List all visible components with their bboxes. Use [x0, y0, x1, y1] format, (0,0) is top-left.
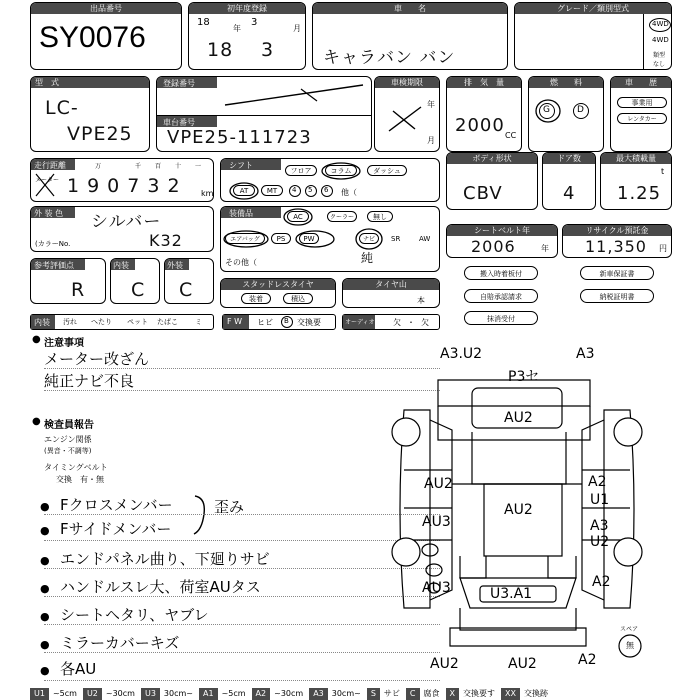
- exterior-color-box: [30, 206, 214, 252]
- inspect-rule-2: [44, 540, 440, 541]
- equip-none-option: 無し: [367, 211, 393, 222]
- interior-grade-label: 内装: [113, 261, 129, 270]
- legend-val-u3: 30cm~: [163, 689, 193, 698]
- inspector-line-3: エンドパネル曲り、下廻りサビ: [60, 550, 270, 568]
- tire-tread-label: タイヤ山: [343, 279, 439, 290]
- max-load-unit: t: [661, 167, 665, 176]
- registration-number-label: 登録番号: [163, 79, 195, 88]
- inspection-expiry-label: 車検期限: [375, 77, 439, 88]
- registration-number-box: [156, 76, 372, 152]
- interior-condition-box: [30, 314, 214, 330]
- audio-box: [342, 314, 440, 330]
- equip-other-label: その他（: [225, 258, 257, 267]
- audio-value-sep: ・: [407, 318, 415, 327]
- damage-center-top: AU2: [504, 410, 533, 426]
- legend-val-x: 交換要す: [462, 689, 495, 698]
- gear-5-label: 5: [308, 186, 313, 194]
- windshield-crack: ヒビ: [257, 318, 273, 327]
- max-load-value: 1.25: [617, 183, 662, 204]
- grade-box: [514, 2, 672, 70]
- model-value-line2: VPE25: [67, 123, 133, 145]
- mileage-meter-cross: [33, 171, 60, 199]
- studless-installed-option: 装着: [241, 293, 271, 304]
- equip-airbag-selected-mark: [223, 229, 269, 249]
- inspector-line-7: 各AU: [60, 660, 97, 678]
- fuel-g-selected-mark: [533, 97, 563, 125]
- equip-navi-hand-note: 純: [361, 251, 374, 265]
- timing-belt-sub-label: 交換 有・無: [56, 475, 104, 484]
- diagram-wheel-fl: [392, 538, 420, 566]
- interior-mark-stain: 汚れ: [63, 318, 77, 326]
- engine-sub-label: (異音・不調等): [44, 447, 92, 455]
- doc-liability-insurance: 自賠承認請求: [464, 289, 538, 303]
- vehicle-history-label: 車 歴: [611, 77, 671, 88]
- spare-tire-label: スペア: [620, 626, 639, 633]
- legend-key-u2: U2: [83, 688, 102, 700]
- displacement-box: [446, 76, 522, 152]
- max-load-box: [600, 152, 672, 210]
- studless-loaded-option: 積込: [283, 293, 313, 304]
- damage-center-mid: AU2: [504, 502, 533, 518]
- equipment-label: 装備品: [229, 209, 253, 218]
- damage-left-3: AU3: [422, 580, 451, 596]
- windshield-label: F W: [227, 317, 243, 326]
- damage-front-grill: U3.A1: [490, 586, 533, 602]
- inspector-bullet: ●: [32, 416, 41, 427]
- windshield-box: [222, 314, 336, 330]
- fuel-box: [528, 76, 604, 152]
- mileage-unit-juu: 十: [175, 163, 182, 170]
- model-box: [30, 76, 150, 152]
- mileage-box: [30, 158, 214, 202]
- interior-mark-tobacco: たばこ: [157, 318, 178, 326]
- mileage-unit-ichi: 一: [195, 163, 202, 170]
- doc-delivery-plate: 搬入時着板付: [464, 266, 538, 280]
- reg-year-printed: 18: [197, 17, 210, 28]
- reference-score-label: 参考評価点: [34, 261, 74, 270]
- first-registration-box: [188, 2, 306, 70]
- color-number-value: K32: [149, 231, 183, 250]
- reg-month-handwritten: 3: [261, 39, 275, 61]
- drive-4wd-circled-label: 4WD: [652, 20, 669, 28]
- damage-right-2a: A3: [590, 518, 609, 534]
- body-type-value: CBV: [463, 183, 503, 204]
- displacement-value: 2000: [455, 115, 505, 136]
- recycle-deposit-box: [562, 224, 672, 258]
- exterior-color-value: シルバー: [91, 212, 162, 232]
- equip-cooler-option: クーラー: [327, 211, 357, 222]
- inspect-rule-3: [44, 568, 440, 569]
- damage-right-2b: U2: [590, 534, 610, 550]
- damage-left-2: AU3: [422, 514, 451, 530]
- legend-val-s: サビ: [383, 689, 400, 698]
- gear-4-label: 4: [292, 186, 297, 194]
- shift-label: シフト: [229, 161, 253, 170]
- notes-label: 注意事項: [44, 338, 84, 349]
- shift-column-selected-mark: [321, 161, 361, 181]
- door-count-box: [542, 152, 596, 210]
- type-label: 類型: [653, 52, 666, 59]
- diagram-right-panels: [582, 420, 607, 600]
- drive-4wd-label: 4WD: [652, 36, 669, 44]
- recycle-deposit-unit: 円: [659, 244, 667, 253]
- mileage-label: 走行距離: [34, 161, 66, 170]
- windshield-b: B: [284, 317, 289, 325]
- legend-key-s: S: [367, 688, 380, 700]
- audio-value-1: 欠: [393, 318, 401, 327]
- fuel-g-label: G: [543, 105, 550, 115]
- equip-navi-selected-mark: [355, 227, 383, 251]
- inspector-line-4: ハンドルスレ大、荷室AUタス: [60, 578, 261, 596]
- doc-tax-certificate: 納税証明書: [580, 289, 654, 303]
- registration-number-strike: [217, 81, 367, 113]
- windshield-replace: 交換要: [297, 318, 321, 327]
- shift-column-option: コラム: [325, 165, 357, 176]
- interior-mark-other: ミ: [195, 318, 202, 326]
- doc-new-car-warranty: 新車保証書: [580, 266, 654, 280]
- damage-right-3: A2: [592, 574, 611, 590]
- mileage-unit-hyaku: 百: [155, 163, 162, 170]
- legend-key-u3: U3: [141, 688, 160, 700]
- audio-label: オーディオ: [345, 319, 375, 326]
- legend-key-xx: XX: [501, 688, 520, 700]
- damage-bottom-3: A2: [578, 652, 597, 668]
- grade-divider: [643, 14, 644, 70]
- equip-sr-option: SR: [391, 235, 401, 243]
- legend-val-u1: ~5cm: [52, 689, 77, 698]
- shift-mt-option: MT: [261, 185, 283, 196]
- inspect-rule-5: [44, 624, 440, 625]
- fuel-label: 燃 料: [529, 77, 603, 88]
- damage-legend: [30, 688, 670, 700]
- notes-line-2: 純正ナビ不良: [44, 372, 135, 390]
- reference-score-box: [30, 258, 106, 304]
- max-load-label: 最大積載量: [601, 153, 671, 164]
- inspector-dot-7: ●: [40, 664, 50, 677]
- mileage-meter-label: メーター: [35, 177, 60, 184]
- equip-aw-option: AW: [419, 235, 431, 243]
- inspector-dot-4: ●: [40, 582, 50, 595]
- car-name-value: キャラバン バン: [323, 48, 456, 68]
- diagram-center-panel: [484, 484, 562, 556]
- lot-number-label: 出品番号: [31, 3, 181, 14]
- legend-val-a1: ~5cm: [221, 689, 246, 698]
- timing-belt-label: タイミングベルト: [44, 463, 108, 472]
- gear-6-label: 6: [324, 186, 329, 194]
- diagram-dent-left-2: [426, 564, 442, 576]
- equip-navi-option: ナビ: [359, 233, 379, 244]
- diagram-front-body: [460, 608, 576, 630]
- first-registration-label: 初年度登録: [189, 3, 305, 14]
- doc-deregistration: 抹消受付: [464, 311, 538, 325]
- damage-left-1: AU2: [424, 476, 453, 492]
- legend-val-a3: 30cm~: [331, 689, 361, 698]
- inspector-dot-1: ●: [40, 500, 50, 513]
- fuel-d-label: D: [577, 105, 584, 115]
- studless-tire-label: スタッドレスタイヤ: [221, 279, 335, 290]
- shift-floor-option: フロア: [285, 165, 317, 176]
- note-rule-1: [44, 368, 440, 369]
- commercial-use-option: 事業用: [617, 97, 667, 108]
- diagram-front-bumper: [450, 628, 586, 646]
- inspector-label: 検査員報告: [44, 420, 94, 431]
- equip-pw-selected-mark: [295, 229, 335, 249]
- equip-airbag-option: エアバッグ: [225, 233, 265, 244]
- car-name-box: [312, 2, 508, 70]
- diagram-front-cabin-right: [548, 556, 576, 578]
- color-number-label: (カラーNo.: [35, 240, 71, 248]
- recycle-deposit-label: リサイクル預託金: [563, 225, 671, 236]
- equip-ac-selected-mark: [283, 207, 313, 227]
- exterior-grade-box: [164, 258, 214, 304]
- inspector-dot-6: ●: [40, 638, 50, 651]
- inspection-month-label: 月: [427, 136, 435, 145]
- car-name-label: 車 名: [313, 3, 507, 14]
- equip-ps-option: PS: [271, 233, 291, 244]
- inspect-rule-4: [44, 596, 440, 597]
- lot-number-box: [30, 2, 182, 70]
- seatbelt-year-unit: 年: [541, 244, 549, 253]
- shift-at-option: AT: [233, 185, 255, 196]
- reg-month-label: 月: [293, 24, 301, 33]
- seatbelt-year-value: 2006: [471, 237, 516, 256]
- lot-number-value: SY0076: [39, 21, 146, 54]
- audio-value-2: 欠: [421, 318, 429, 327]
- legend-key-a2: A2: [252, 688, 271, 700]
- exterior-grade-value: C: [179, 279, 194, 301]
- inspection-expiry-box: [374, 76, 440, 152]
- model-value-line1: LC-: [45, 97, 79, 119]
- inspection-expiry-strike: [385, 103, 425, 135]
- inspector-dot-2: ●: [40, 524, 50, 537]
- chassis-number-value: VPE25-111723: [167, 127, 312, 148]
- notes-line-1: メーター改ざん: [44, 350, 150, 368]
- interior-grade-value: C: [131, 279, 146, 301]
- recycle-deposit-value: 11,350: [585, 237, 647, 256]
- mileage-unit-sen: 千: [135, 163, 142, 170]
- diagram-front-cabin: [460, 556, 486, 578]
- equip-pw-option: PW: [299, 233, 319, 244]
- inspect-rule-7: [44, 680, 440, 681]
- inspector-line-2: Fサイドメンバー: [60, 520, 172, 538]
- chassis-number-label: 車台番号: [163, 118, 195, 127]
- inspector-dot-3: ●: [40, 554, 50, 567]
- exterior-grade-label: 外装: [167, 261, 183, 270]
- diagram-wheel-fr: [614, 538, 642, 566]
- interior-mark-pet: ペット: [127, 318, 148, 326]
- interior-condition-label: 内装: [34, 318, 50, 327]
- reg-year-handwritten: 18: [207, 39, 234, 61]
- legend-key-x: X: [446, 688, 459, 700]
- model-label: 型 式: [31, 77, 149, 88]
- spare-tire-value: 無: [626, 641, 634, 650]
- body-type-box: [446, 152, 538, 210]
- damage-bottom-2: AU2: [508, 656, 537, 672]
- displacement-unit: CC: [505, 131, 517, 140]
- diagram-wheel-rl: [392, 418, 420, 446]
- reg-month-printed: 3: [251, 17, 258, 28]
- mileage-unit-km: km: [201, 189, 214, 198]
- damage-right-1a: A2: [588, 474, 607, 490]
- legend-val-xx: 交換跡: [523, 689, 548, 698]
- legend-val-c: 腐食: [423, 689, 440, 698]
- rental-car-option: レンタカー: [617, 113, 667, 124]
- studless-tire-box: [220, 278, 336, 308]
- tire-tread-box: [342, 278, 440, 308]
- mileage-value: 190732: [67, 175, 188, 197]
- shift-other-label: 他（: [341, 188, 357, 197]
- shift-at-selected-mark: [229, 181, 259, 201]
- door-count-label: ドア数: [543, 153, 595, 164]
- seatbelt-year-label: シートベルト年: [447, 225, 557, 236]
- damage-top-a3u2: A3.U2: [440, 346, 483, 362]
- inspector-line-6: ミラーカバーキズ: [60, 634, 180, 652]
- inspection-year-label: 年: [427, 100, 435, 109]
- damage-bottom-1: AU2: [430, 656, 459, 672]
- legend-key-a1: A1: [199, 688, 218, 700]
- shift-box: [220, 158, 440, 202]
- mileage-unit-man: 万: [95, 163, 102, 170]
- engine-label: エンジン関係: [44, 435, 92, 444]
- equipment-box: [220, 206, 440, 272]
- exterior-color-label: 外 装 色: [34, 209, 64, 218]
- damage-right-1b: U1: [590, 492, 610, 508]
- damage-p3t: P3セ: [508, 369, 540, 385]
- note-rule-2: [44, 390, 440, 391]
- interior-mark-sag: へたり: [91, 318, 112, 326]
- inspect-rule-6: [44, 652, 440, 653]
- legend-val-a2: ~30cm: [274, 689, 304, 698]
- inspector-line-5: シートヘタリ、ヤブレ: [60, 606, 209, 624]
- inspector-bracket-note: 歪み: [214, 498, 245, 516]
- legend-key-c: C: [406, 688, 420, 700]
- door-count-value: 4: [563, 183, 576, 204]
- diagram-wheel-rr: [614, 418, 642, 446]
- inspect-rule-1: [44, 514, 440, 515]
- vehicle-history-box: [610, 76, 672, 152]
- inspector-line-1: Fクロスメンバー: [60, 496, 173, 514]
- legend-key-u1: U1: [30, 688, 49, 700]
- reference-score-value: R: [71, 279, 86, 301]
- notes-bullet: ●: [32, 334, 41, 345]
- inspector-bracket: [192, 494, 208, 536]
- grade-label: グレード／類別型式: [515, 3, 671, 14]
- interior-grade-box: [110, 258, 160, 304]
- seatbelt-year-box: [446, 224, 558, 258]
- shift-dash-option: ダッシュ: [367, 165, 407, 176]
- legend-val-u2: ~30cm: [105, 689, 135, 698]
- reg-nen-label: 年: [233, 24, 241, 33]
- equip-ac-option: AC: [287, 211, 309, 222]
- legend-key-a3: A3: [309, 688, 328, 700]
- type-none-label: なし: [653, 61, 666, 68]
- tire-tread-unit: 本: [417, 296, 425, 305]
- displacement-label: 排 気 量: [447, 77, 521, 88]
- damage-top-a3: A3: [576, 346, 595, 362]
- body-type-label: ボディ形状: [447, 153, 537, 164]
- inspector-dot-5: ●: [40, 610, 50, 623]
